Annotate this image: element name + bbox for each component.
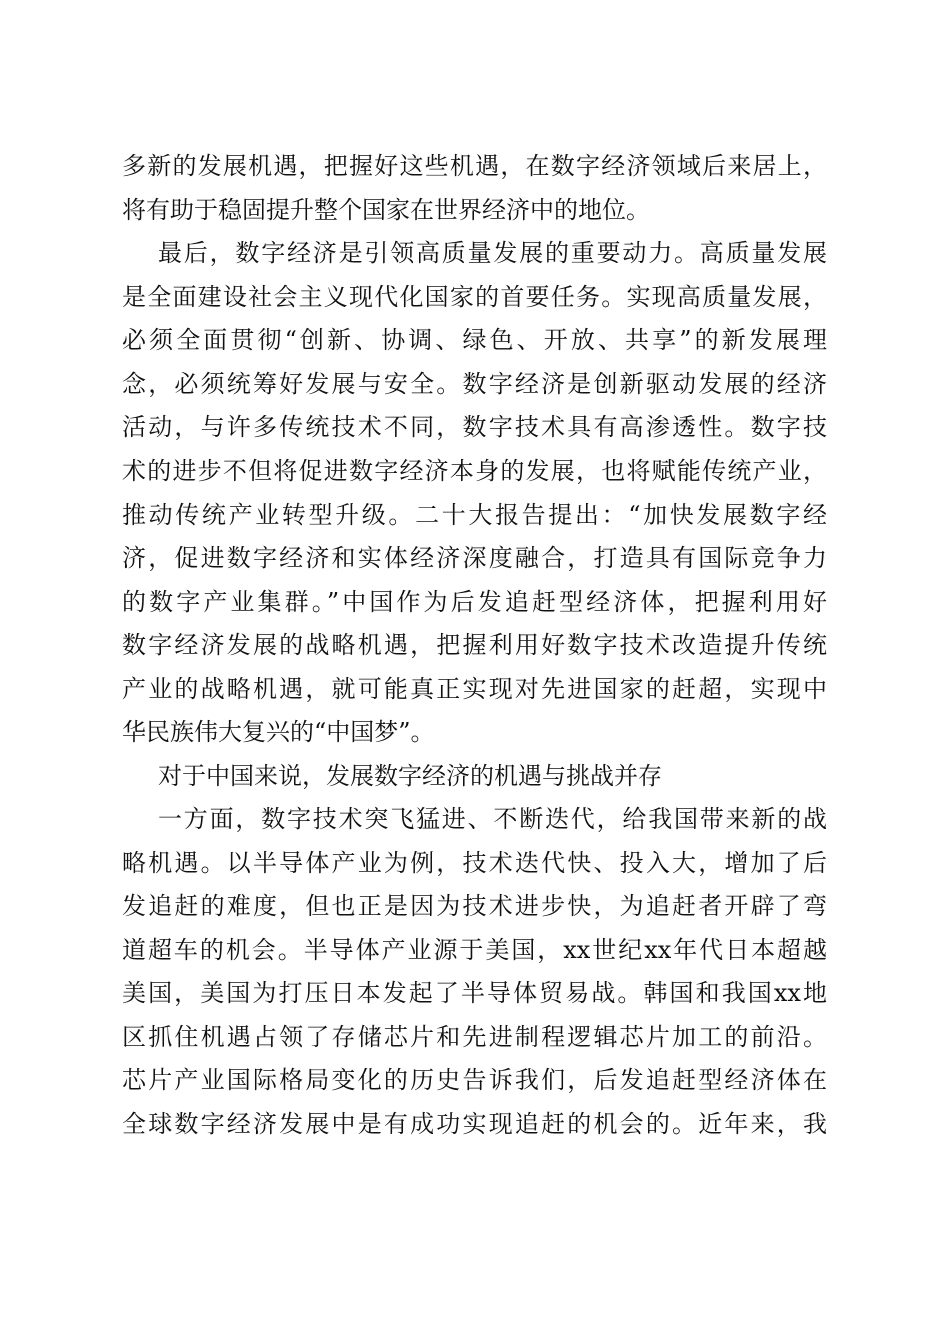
text-line: 道超车的机会。半导体产业源于美国，xx世纪xx年代日本超越 <box>122 936 827 964</box>
text-line: 数字经济发展的战略机遇，把握利用好数字技术改造提升传统 <box>122 631 827 659</box>
text-line: 的数字产业集群。”中国作为后发追赶型经济体，把握利用好 <box>122 588 827 616</box>
text-line: 区抓住机遇占领了存储芯片和先进制程逻辑芯片加工的前沿。 <box>122 1023 827 1051</box>
text-line: 必须全面贯彻“创新、协调、绿色、开放、共享”的新发展理 <box>122 326 827 354</box>
text-line: 略机遇。以半导体产业为例，技术迭代快、投入大，增加了后 <box>122 849 827 877</box>
text-line: 念，必须统筹好发展与安全。数字经济是创新驱动发展的经济 <box>122 370 827 398</box>
section-heading: 对于中国来说，发展数字经济的机遇与挑战并存 <box>158 762 662 790</box>
text-line: 多新的发展机遇，把握好这些机遇，在数字经济领域后来居上， <box>122 152 827 180</box>
text-line: 全球数字经济发展中是有成功实现追赶的机会的。近年来，我 <box>122 1110 827 1138</box>
paragraph-start-line: 一方面，数字技术突飞猛进、不断迭代，给我国带来新的战 <box>158 805 827 833</box>
text-line: 美国，美国为打压日本发起了半导体贸易战。韩国和我国xx地 <box>122 979 827 1007</box>
text-line: 是全面建设社会主义现代化国家的首要任务。实现高质量发展， <box>122 283 827 311</box>
text-line: 活动，与许多传统技术不同，数字技术具有高渗透性。数字技 <box>122 413 827 441</box>
text-line: 济，促进数字经济和实体经济深度融合，打造具有国际竞争力 <box>122 544 827 572</box>
text-line: 推动传统产业转型升级。二十大报告提出：“加快发展数字经 <box>122 501 827 529</box>
text-line: 华民族伟大复兴的“中国梦”。 <box>122 718 435 746</box>
text-line: 术的进步不但将促进数字经济本身的发展，也将赋能传统产业， <box>122 457 827 485</box>
text-line: 发追赶的难度，但也正是因为技术进步快，为追赶者开辟了弯 <box>122 892 827 920</box>
paragraph-start-line: 最后，数字经济是引领高质量发展的重要动力。高质量发展 <box>158 239 827 267</box>
text-line: 芯片产业国际格局变化的历史告诉我们，后发追赶型经济体在 <box>122 1066 827 1094</box>
text-line: 产业的战略机遇，就可能真正实现对先进国家的赶超，实现中 <box>122 675 827 703</box>
text-line: 将有助于稳固提升整个国家在世界经济中的地位。 <box>122 196 650 224</box>
